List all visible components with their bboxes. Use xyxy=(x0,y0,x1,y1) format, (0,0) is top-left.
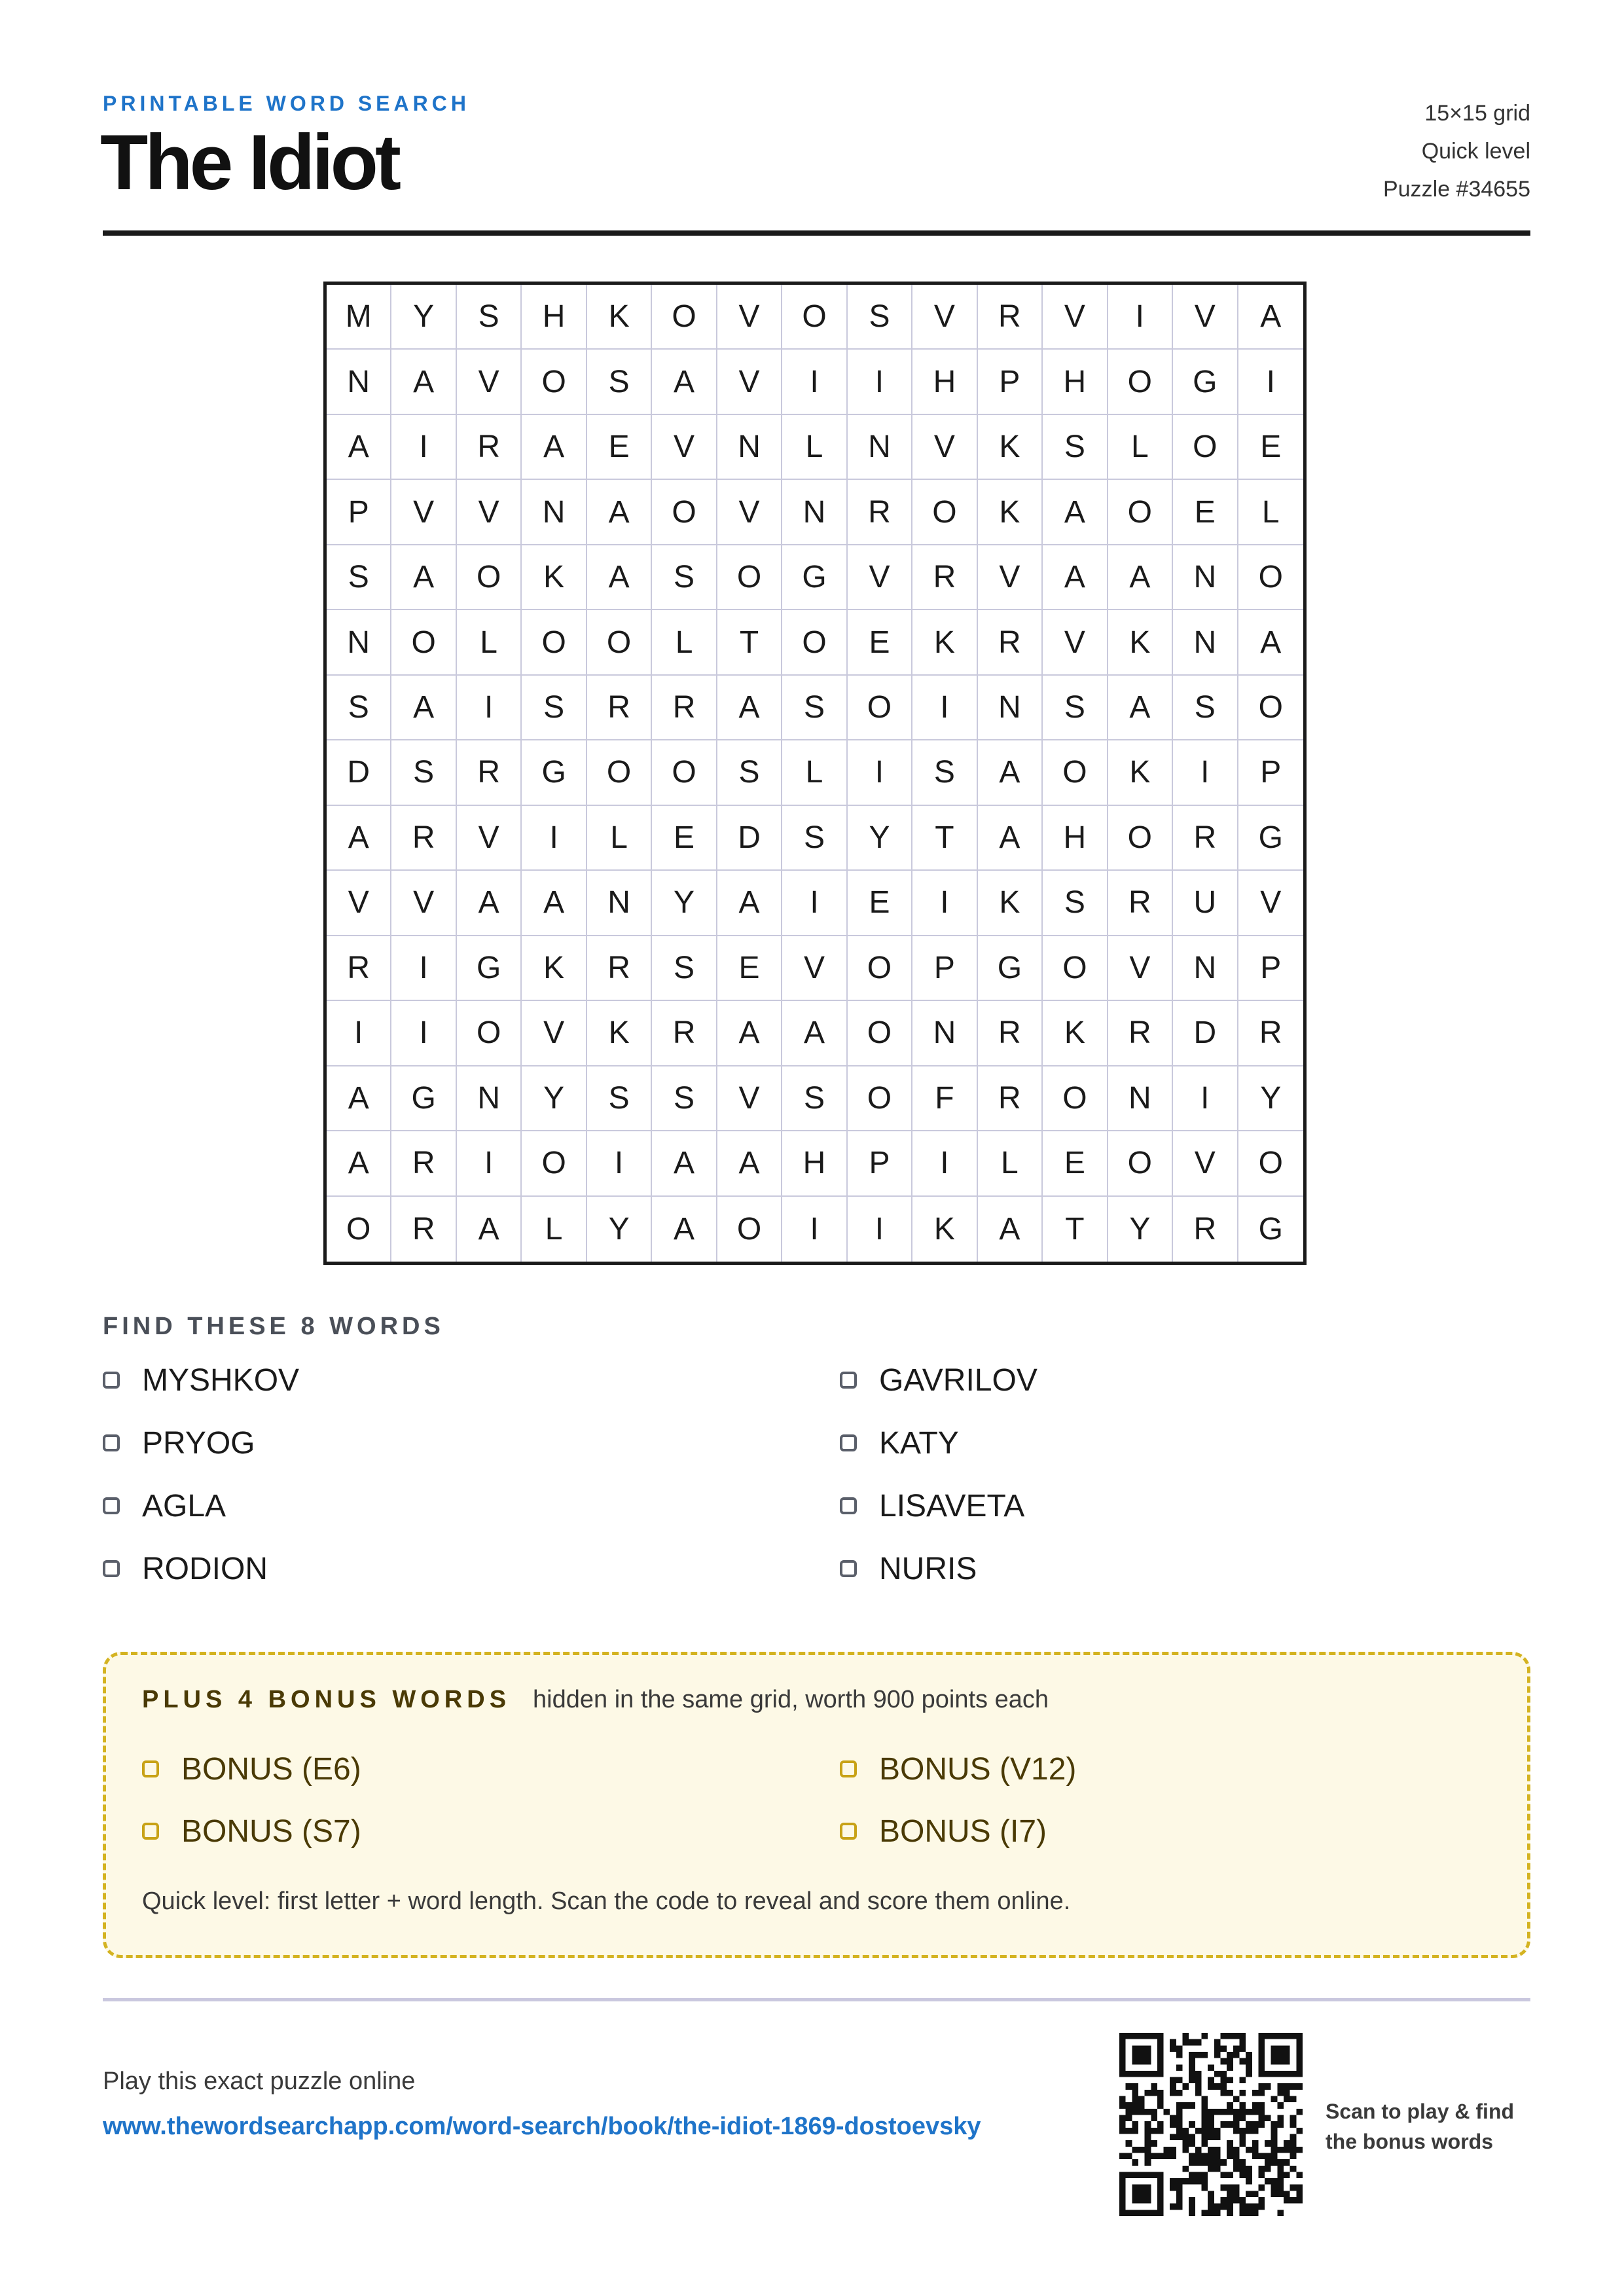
grid-cell[interactable]: V xyxy=(457,350,522,414)
grid-cell[interactable]: E xyxy=(848,871,912,936)
grid-cell[interactable]: O xyxy=(522,350,586,414)
grid-cell[interactable]: E xyxy=(652,806,717,871)
grid-cell[interactable]: O xyxy=(652,480,717,545)
level-label: Quick level xyxy=(1421,139,1530,164)
grid-cell[interactable]: N xyxy=(1173,545,1238,610)
grid-cell[interactable]: I xyxy=(912,676,977,740)
grid-cell[interactable]: P xyxy=(327,480,391,545)
grid-cell[interactable]: V xyxy=(717,285,782,350)
word-text: KATY xyxy=(879,1425,959,1461)
word-text: MYSHKOV xyxy=(142,1362,300,1398)
grid-cell[interactable]: R xyxy=(652,1001,717,1066)
grid-cell[interactable]: G xyxy=(457,936,522,1001)
grid-cell[interactable]: I xyxy=(782,1197,847,1262)
grid-cell[interactable]: V xyxy=(457,480,522,545)
grid-cell[interactable]: K xyxy=(978,871,1043,936)
page-title: The Idiot xyxy=(100,118,398,206)
grid-cell[interactable]: V xyxy=(782,936,847,1001)
grid-cell[interactable]: S xyxy=(1173,676,1238,740)
grid-cell[interactable]: N xyxy=(912,1001,977,1066)
grid-cell[interactable]: K xyxy=(912,1197,977,1262)
grid-cell[interactable]: R xyxy=(978,610,1043,675)
grid-cell[interactable]: P xyxy=(848,1131,912,1196)
grid-cell[interactable]: N xyxy=(1173,610,1238,675)
grid-cell[interactable]: A xyxy=(652,1197,717,1262)
grid-cell[interactable]: I xyxy=(912,871,977,936)
grid-cell[interactable]: K xyxy=(522,545,586,610)
checkbox-icon[interactable] xyxy=(142,1823,159,1840)
grid-cell[interactable]: S xyxy=(391,740,456,805)
grid-cell[interactable]: I xyxy=(587,1131,652,1196)
grid-cell[interactable]: A xyxy=(1043,480,1108,545)
grid-cell[interactable]: R xyxy=(391,1131,456,1196)
grid-cell[interactable]: E xyxy=(1173,480,1238,545)
grid-cell[interactable]: R xyxy=(327,936,391,1001)
grid-cell[interactable]: A xyxy=(327,415,391,480)
word-item[interactable] xyxy=(840,1549,977,1588)
grid-cell[interactable]: E xyxy=(1043,1131,1108,1196)
grid-cell[interactable]: S xyxy=(652,545,717,610)
grid-cell[interactable]: A xyxy=(1238,610,1303,675)
grid-cell[interactable]: A xyxy=(717,1131,782,1196)
grid-cell[interactable]: K xyxy=(978,415,1043,480)
grid-cell[interactable]: O xyxy=(848,936,912,1001)
grid-cell[interactable]: I xyxy=(1238,350,1303,414)
grid-cell[interactable]: A xyxy=(327,1131,391,1196)
grid-cell[interactable]: O xyxy=(1108,480,1173,545)
grid-cell[interactable]: R xyxy=(978,1066,1043,1131)
grid-cell[interactable]: V xyxy=(717,1066,782,1131)
grid-cell[interactable]: O xyxy=(848,1066,912,1131)
checkbox-icon[interactable] xyxy=(840,1497,857,1514)
grid-cell[interactable]: Y xyxy=(1108,1197,1173,1262)
grid-cell[interactable]: I xyxy=(391,415,456,480)
footer-lead: Play this exact puzzle online xyxy=(103,2068,416,2095)
grid-cell[interactable]: O xyxy=(717,545,782,610)
grid-cell[interactable]: D xyxy=(1173,1001,1238,1066)
word-item[interactable] xyxy=(103,1549,268,1588)
grid-cell[interactable]: L xyxy=(652,610,717,675)
grid-cell[interactable]: K xyxy=(1043,1001,1108,1066)
grid-cell[interactable]: A xyxy=(978,740,1043,805)
grid-cell[interactable]: O xyxy=(782,285,847,350)
grid-cell[interactable]: V xyxy=(717,350,782,414)
grid-cell[interactable]: S xyxy=(782,676,847,740)
grid-cell[interactable]: V xyxy=(327,871,391,936)
grid-cell[interactable]: A xyxy=(327,1066,391,1131)
grid-cell[interactable]: O xyxy=(327,1197,391,1262)
grid-cell[interactable]: U xyxy=(1173,871,1238,936)
grid-cell[interactable]: O xyxy=(1108,350,1173,414)
grid-cell[interactable]: G xyxy=(1238,806,1303,871)
grid-cell[interactable]: O xyxy=(457,1001,522,1066)
bonus-word-text: BONUS (S7) xyxy=(181,1813,361,1849)
grid-cell[interactable]: V xyxy=(457,806,522,871)
grid-cell[interactable]: Y xyxy=(848,806,912,871)
grid-cell[interactable]: L xyxy=(978,1131,1043,1196)
grid-cell[interactable]: R xyxy=(912,545,977,610)
bonus-word-text: BONUS (V12) xyxy=(879,1751,1077,1787)
puzzle-link[interactable]: www.thewordsearchapp.com/word-search/book/the-idiot-1869-dostoevsky xyxy=(103,2113,981,2140)
grid-cell[interactable]: A xyxy=(1108,545,1173,610)
grid-cell[interactable]: A xyxy=(391,545,456,610)
puzzle-id-label: Puzzle #34655 xyxy=(1383,177,1530,202)
grid-cell[interactable]: S xyxy=(717,740,782,805)
grid-cell[interactable]: S xyxy=(912,740,977,805)
grid-cell[interactable]: S xyxy=(327,545,391,610)
grid-cell[interactable]: S xyxy=(587,1066,652,1131)
bonus-word-item[interactable] xyxy=(142,1812,361,1851)
grid-cell[interactable]: H xyxy=(1043,806,1108,871)
grid-cell[interactable]: T xyxy=(912,806,977,871)
grid-cell[interactable]: A xyxy=(327,806,391,871)
grid-cell[interactable]: K xyxy=(912,610,977,675)
grid-cell[interactable]: O xyxy=(1238,1131,1303,1196)
qr-code-icon[interactable] xyxy=(1119,2033,1303,2216)
checkbox-icon[interactable] xyxy=(103,1434,120,1451)
grid-cell[interactable]: V xyxy=(978,545,1043,610)
grid-cell[interactable]: I xyxy=(1173,740,1238,805)
bonus-word-text: BONUS (E6) xyxy=(181,1751,361,1787)
checkbox-icon[interactable] xyxy=(103,1497,120,1514)
grid-cell[interactable]: G xyxy=(1173,350,1238,414)
grid-cell[interactable]: S xyxy=(652,936,717,1001)
bonus-header xyxy=(142,1686,1049,1714)
grid-cell[interactable]: I xyxy=(848,1197,912,1262)
grid-cell[interactable]: O xyxy=(848,1001,912,1066)
grid-cell[interactable]: R xyxy=(587,936,652,1001)
word-item[interactable] xyxy=(840,1423,959,1463)
grid-cell[interactable]: L xyxy=(782,740,847,805)
grid-cell[interactable]: G xyxy=(1258,1211,1283,1247)
grid-cell[interactable]: L xyxy=(1238,480,1303,545)
grid-cell[interactable]: A xyxy=(782,1001,847,1066)
grid-cell[interactable]: A xyxy=(1238,285,1303,350)
grid-cell[interactable]: N xyxy=(522,480,586,545)
grid-cell[interactable]: L xyxy=(457,610,522,675)
grid-cell[interactable]: I xyxy=(782,350,847,414)
grid-cell[interactable]: F xyxy=(912,1066,977,1131)
word-text: LISAVETA xyxy=(879,1488,1025,1523)
checkbox-icon[interactable] xyxy=(840,1823,857,1840)
checkbox-icon[interactable] xyxy=(840,1760,857,1777)
grid-cell[interactable]: A xyxy=(522,871,586,936)
grid-cell[interactable]: A xyxy=(978,806,1043,871)
grid-cell[interactable]: O xyxy=(652,740,717,805)
word-text: GAVRILOV xyxy=(879,1362,1038,1398)
grid-cell[interactable]: S xyxy=(848,285,912,350)
grid-cell[interactable]: L xyxy=(1108,415,1173,480)
grid-cell[interactable]: O xyxy=(587,740,652,805)
grid-cell[interactable]: A xyxy=(717,1001,782,1066)
grid-cell[interactable]: Y xyxy=(391,285,456,350)
grid-cell[interactable]: A xyxy=(1108,676,1173,740)
grid-cell[interactable]: S xyxy=(587,350,652,414)
word-item[interactable] xyxy=(103,1486,226,1525)
grid-cell[interactable]: A xyxy=(652,350,717,414)
grid-cell[interactable]: A xyxy=(522,415,586,480)
grid-cell[interactable]: S xyxy=(652,1066,717,1131)
grid-cell[interactable]: O xyxy=(652,285,717,350)
puzzle-meta xyxy=(1383,94,1530,208)
grid-cell[interactable]: O xyxy=(1043,740,1108,805)
grid-size-label: 15×15 grid xyxy=(1424,101,1530,126)
grid-cell[interactable]: S xyxy=(1043,415,1108,480)
grid-cell[interactable]: N xyxy=(587,871,652,936)
grid-cell[interactable]: K xyxy=(587,285,652,350)
grid-cell[interactable]: P xyxy=(978,350,1043,414)
grid-cell[interactable]: V xyxy=(848,545,912,610)
bonus-word-item[interactable] xyxy=(840,1749,1076,1789)
grid-cell[interactable]: I xyxy=(391,1001,456,1066)
grid-cell[interactable]: H xyxy=(912,350,977,414)
grid-cell[interactable]: V xyxy=(391,871,456,936)
grid-cell[interactable]: Y xyxy=(652,871,717,936)
grid-cell[interactable]: S xyxy=(782,1066,847,1131)
grid-cell[interactable]: S xyxy=(1043,676,1108,740)
grid-cell[interactable]: N xyxy=(1173,936,1238,1001)
grid-cell[interactable]: S xyxy=(327,676,391,740)
grid-cell[interactable]: K xyxy=(587,1001,652,1066)
checkbox-icon[interactable] xyxy=(103,1372,120,1389)
bonus-subtitle: hidden in the same grid, worth 900 points each xyxy=(533,1686,1049,1713)
grid-cell[interactable]: V xyxy=(1043,285,1108,350)
grid-cell[interactable]: O xyxy=(848,676,912,740)
grid-cell[interactable]: T xyxy=(717,610,782,675)
grid-cell[interactable]: O xyxy=(912,480,977,545)
grid-cell[interactable]: G xyxy=(978,936,1043,1001)
grid-cell[interactable]: K xyxy=(1108,740,1173,805)
grid-cell[interactable]: O xyxy=(391,610,456,675)
grid-cell[interactable]: N xyxy=(848,415,912,480)
header-divider xyxy=(103,230,1530,236)
grid-cell[interactable]: E xyxy=(848,610,912,675)
word-item[interactable] xyxy=(103,1423,255,1463)
grid-cell[interactable]: A xyxy=(587,480,652,545)
grid-cell[interactable]: V xyxy=(652,415,717,480)
grid-cell[interactable]: I xyxy=(457,676,522,740)
grid-cell[interactable]: N xyxy=(457,1066,522,1131)
grid-cell[interactable]: I xyxy=(1173,1066,1238,1131)
grid-cell[interactable]: V xyxy=(1173,285,1238,350)
grid-cell[interactable]: A xyxy=(1043,545,1108,610)
grid-cell[interactable]: V xyxy=(1043,610,1108,675)
grid-cell[interactable]: V xyxy=(1238,871,1303,936)
grid-cell[interactable]: I xyxy=(457,1131,522,1196)
grid-cell[interactable]: R xyxy=(1108,1001,1173,1066)
grid-cell[interactable]: O xyxy=(522,1131,586,1196)
grid-cell[interactable]: D xyxy=(717,806,782,871)
grid-cell[interactable]: I xyxy=(848,740,912,805)
grid-cell[interactable]: P xyxy=(1238,740,1303,805)
grid-cell[interactable]: V xyxy=(912,415,977,480)
grid-cell[interactable]: A xyxy=(457,871,522,936)
grid-cell[interactable]: O xyxy=(1108,806,1173,871)
grid-cell[interactable]: V xyxy=(717,480,782,545)
bonus-word-item[interactable] xyxy=(142,1749,361,1789)
grid-cell[interactable]: S xyxy=(522,676,586,740)
grid-cell[interactable]: I xyxy=(912,1131,977,1196)
grid-cell[interactable]: O xyxy=(457,545,522,610)
grid-cell[interactable]: O xyxy=(1238,545,1303,610)
grid-cell[interactable]: V xyxy=(391,480,456,545)
grid-cell[interactable]: S xyxy=(457,285,522,350)
grid-cell[interactable]: E xyxy=(1238,415,1303,480)
grid-cell[interactable]: R xyxy=(848,480,912,545)
grid-cell[interactable]: R xyxy=(1108,871,1173,936)
grid-cell[interactable]: V xyxy=(1173,1131,1238,1196)
grid-cell[interactable]: K xyxy=(1108,610,1173,675)
grid-cell[interactable]: R xyxy=(587,676,652,740)
grid-cell[interactable]: I xyxy=(522,806,586,871)
grid-cell[interactable]: A xyxy=(391,350,456,414)
bonus-title: PLUS 4 BONUS WORDS xyxy=(142,1686,511,1713)
grid-cell[interactable]: K xyxy=(522,936,586,1001)
grid-cell[interactable]: O xyxy=(1238,676,1303,740)
grid-cell[interactable]: A xyxy=(717,871,782,936)
grid-cell[interactable]: R xyxy=(457,740,522,805)
grid-cell[interactable]: R xyxy=(457,415,522,480)
grid-cell[interactable]: A xyxy=(978,1197,1043,1262)
grid-cell[interactable]: V xyxy=(1108,936,1173,1001)
grid-cell[interactable]: A xyxy=(652,1131,717,1196)
word-item[interactable] xyxy=(103,1360,299,1400)
grid-cell[interactable]: R xyxy=(1173,1197,1238,1262)
grid-cell[interactable]: E xyxy=(717,936,782,1001)
word-text: RODION xyxy=(142,1551,268,1586)
grid-cell[interactable]: O xyxy=(717,1197,782,1262)
word-text: AGLA xyxy=(142,1488,226,1523)
checkbox-icon[interactable] xyxy=(840,1372,857,1389)
grid-cell[interactable]: D xyxy=(327,740,391,805)
grid-cell[interactable]: N xyxy=(978,676,1043,740)
grid-cell[interactable]: O xyxy=(1043,936,1108,1001)
grid-cell[interactable]: G xyxy=(391,1066,456,1131)
grid-cell[interactable]: E xyxy=(587,415,652,480)
grid-cell[interactable]: R xyxy=(978,285,1043,350)
grid-cell[interactable]: N xyxy=(717,415,782,480)
grid-cell[interactable]: A xyxy=(391,676,456,740)
grid-cell[interactable]: R xyxy=(652,676,717,740)
grid-cell[interactable]: A xyxy=(457,1197,522,1262)
grid-cell[interactable]: I xyxy=(782,871,847,936)
word-list-label: FIND THESE 8 WORDS xyxy=(103,1313,444,1340)
grid-cell[interactable]: N xyxy=(327,350,391,414)
grid-cell[interactable]: T xyxy=(1043,1197,1108,1262)
grid-cell[interactable]: G xyxy=(522,740,586,805)
word-text: PRYOG xyxy=(142,1425,255,1461)
grid-cell[interactable]: O xyxy=(1108,1131,1173,1196)
grid-cell[interactable]: A xyxy=(717,676,782,740)
checkbox-icon[interactable] xyxy=(142,1760,159,1777)
grid-cell[interactable]: I xyxy=(391,936,456,1001)
checkbox-icon[interactable] xyxy=(103,1560,120,1577)
grid-cell[interactable]: R xyxy=(391,806,456,871)
footer-divider xyxy=(103,1998,1530,2001)
grid-cell[interactable]: H xyxy=(522,285,586,350)
word-item[interactable] xyxy=(840,1360,1038,1400)
grid-cell[interactable]: O xyxy=(587,610,652,675)
grid-cell[interactable]: O xyxy=(522,610,586,675)
grid-cell[interactable]: G xyxy=(782,545,847,610)
bonus-word-item[interactable] xyxy=(840,1812,1047,1851)
grid-cell[interactable]: V xyxy=(912,285,977,350)
grid-cell[interactable]: I xyxy=(1108,285,1173,350)
grid-cell[interactable]: R xyxy=(1173,806,1238,871)
checkbox-icon[interactable] xyxy=(840,1560,857,1577)
grid-cell[interactable]: V xyxy=(522,1001,586,1066)
grid-cell[interactable]: R xyxy=(391,1197,456,1262)
grid-cell[interactable]: N xyxy=(782,480,847,545)
grid-cell[interactable]: S xyxy=(782,806,847,871)
grid-cell[interactable]: S xyxy=(1043,871,1108,936)
word-text: NURIS xyxy=(879,1551,977,1586)
grid-cell[interactable]: L xyxy=(782,415,847,480)
grid-cell[interactable]: O xyxy=(1173,415,1238,480)
grid-cell[interactable]: I xyxy=(327,1001,391,1066)
grid-cell[interactable]: R xyxy=(1238,1001,1303,1066)
grid-cell[interactable]: K xyxy=(978,480,1043,545)
grid-cell[interactable]: O xyxy=(1043,1066,1108,1131)
grid-cell[interactable]: N xyxy=(327,610,391,675)
grid-cell[interactable]: N xyxy=(1108,1066,1173,1131)
grid-cell[interactable]: R xyxy=(978,1001,1043,1066)
bonus-note: Quick level: first letter + word length. Scan the code to reveal and score them online. xyxy=(142,1887,1071,1915)
grid-cell[interactable]: P xyxy=(912,936,977,1001)
letter-grid[interactable] xyxy=(323,282,1307,1265)
grid-cell[interactable]: M xyxy=(327,285,391,350)
grid-cell[interactable]: H xyxy=(782,1131,847,1196)
grid-cell[interactable]: H xyxy=(1043,350,1108,414)
qr-caption: Scan to play & find the bonus words xyxy=(1326,2100,1515,2153)
grid-cell[interactable]: Y xyxy=(1238,1066,1303,1131)
checkbox-icon[interactable] xyxy=(840,1434,857,1451)
grid-cell[interactable]: Y xyxy=(587,1197,652,1262)
grid-cell[interactable]: L xyxy=(522,1197,586,1262)
grid-cell[interactable]: P xyxy=(1238,936,1303,1001)
grid-cell[interactable]: O xyxy=(782,610,847,675)
word-item[interactable] xyxy=(840,1486,1024,1525)
grid-cell[interactable]: A xyxy=(587,545,652,610)
kicker-label: PRINTABLE WORD SEARCH xyxy=(103,92,470,115)
grid-cell[interactable]: Y xyxy=(522,1066,586,1131)
bonus-word-text: BONUS (I7) xyxy=(879,1813,1047,1849)
grid-cell[interactable]: L xyxy=(587,806,652,871)
grid-cell[interactable]: I xyxy=(848,350,912,414)
